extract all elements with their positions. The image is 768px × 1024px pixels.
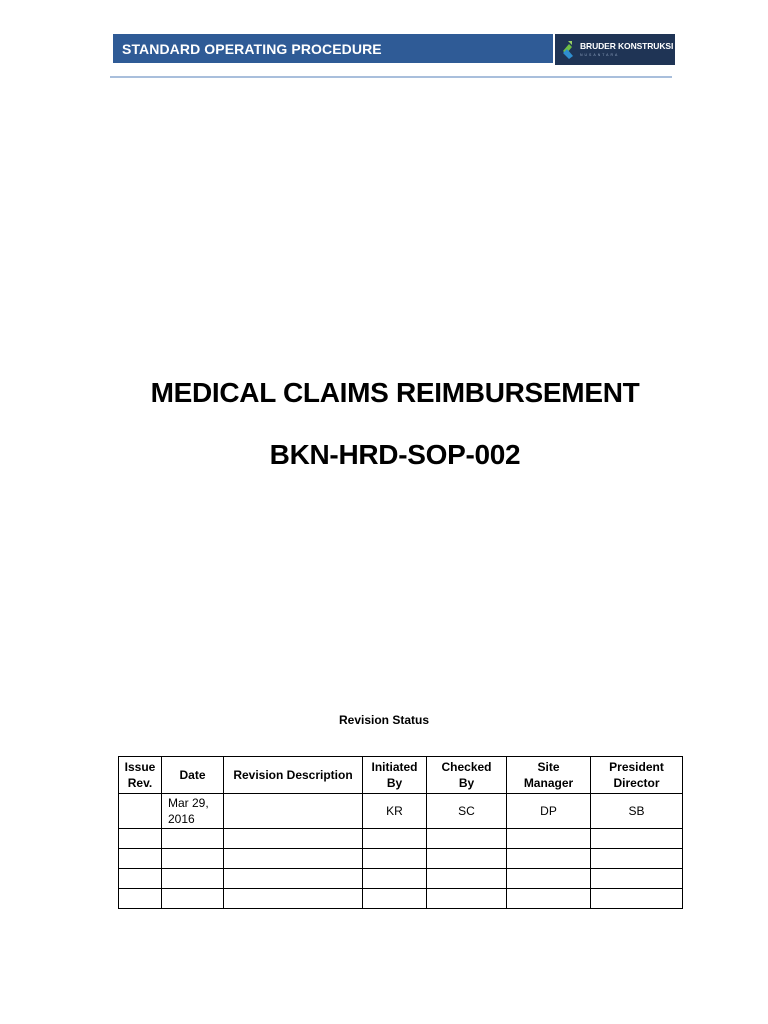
table-cell [119, 794, 162, 829]
table-cell [119, 849, 162, 869]
table-cell [427, 869, 507, 889]
table-row [119, 849, 683, 869]
table-cell [591, 829, 683, 849]
header-title: STANDARD OPERATING PROCEDURE [122, 40, 382, 57]
table-cell [119, 829, 162, 849]
column-header: Site Manager [507, 757, 591, 794]
table-cell [119, 869, 162, 889]
table-cell [591, 869, 683, 889]
table-cell [162, 849, 224, 869]
table-header-row [119, 757, 683, 794]
table-cell [363, 889, 427, 909]
table-cell: KR [363, 794, 427, 829]
logo-name: BRUDER KONSTRUKSI [580, 41, 674, 51]
table-cell [363, 829, 427, 849]
table-cell [224, 849, 363, 869]
bruder-konstruksi-logo-icon [561, 39, 575, 61]
company-logo [555, 34, 675, 65]
table-cell: DP [507, 794, 591, 829]
table-row [119, 829, 683, 849]
table-cell [507, 869, 591, 889]
logo-tagline: NUSANTARA [580, 52, 620, 57]
table-cell [507, 829, 591, 849]
table-cell [591, 849, 683, 869]
table-row [119, 869, 683, 889]
table-row [119, 889, 683, 909]
document-code: BKN-HRD-SOP-002 [269, 439, 521, 470]
table-cell: SB [591, 794, 683, 829]
table-cell [162, 829, 224, 849]
table-cell: SC [427, 794, 507, 829]
table-row [119, 794, 683, 829]
column-header: Issue Rev. [119, 757, 162, 794]
table-cell [363, 869, 427, 889]
header-divider [110, 76, 672, 78]
column-header: President Director [591, 757, 683, 794]
column-header: Date [162, 757, 224, 794]
table-cell [224, 794, 363, 829]
revision-table [118, 756, 683, 909]
table-cell [427, 889, 507, 909]
table-cell [507, 849, 591, 869]
table-cell [162, 889, 224, 909]
table-cell [162, 869, 224, 889]
table-cell: Mar 29, 2016 [162, 794, 224, 829]
table-cell [427, 849, 507, 869]
table-cell [507, 889, 591, 909]
table-cell [363, 849, 427, 869]
table-cell [224, 869, 363, 889]
table-cell [224, 829, 363, 849]
table-cell [119, 889, 162, 909]
table-cell [224, 889, 363, 909]
column-header: Revision Description [224, 757, 363, 794]
header-bar [113, 34, 553, 63]
column-header: Initiated By [363, 757, 427, 794]
column-header: Checked By [427, 757, 507, 794]
revision-caption: Revision Status [338, 713, 430, 727]
table-cell [427, 829, 507, 849]
document-title: MEDICAL CLAIMS REIMBURSEMENT [150, 377, 640, 408]
table-cell [591, 889, 683, 909]
